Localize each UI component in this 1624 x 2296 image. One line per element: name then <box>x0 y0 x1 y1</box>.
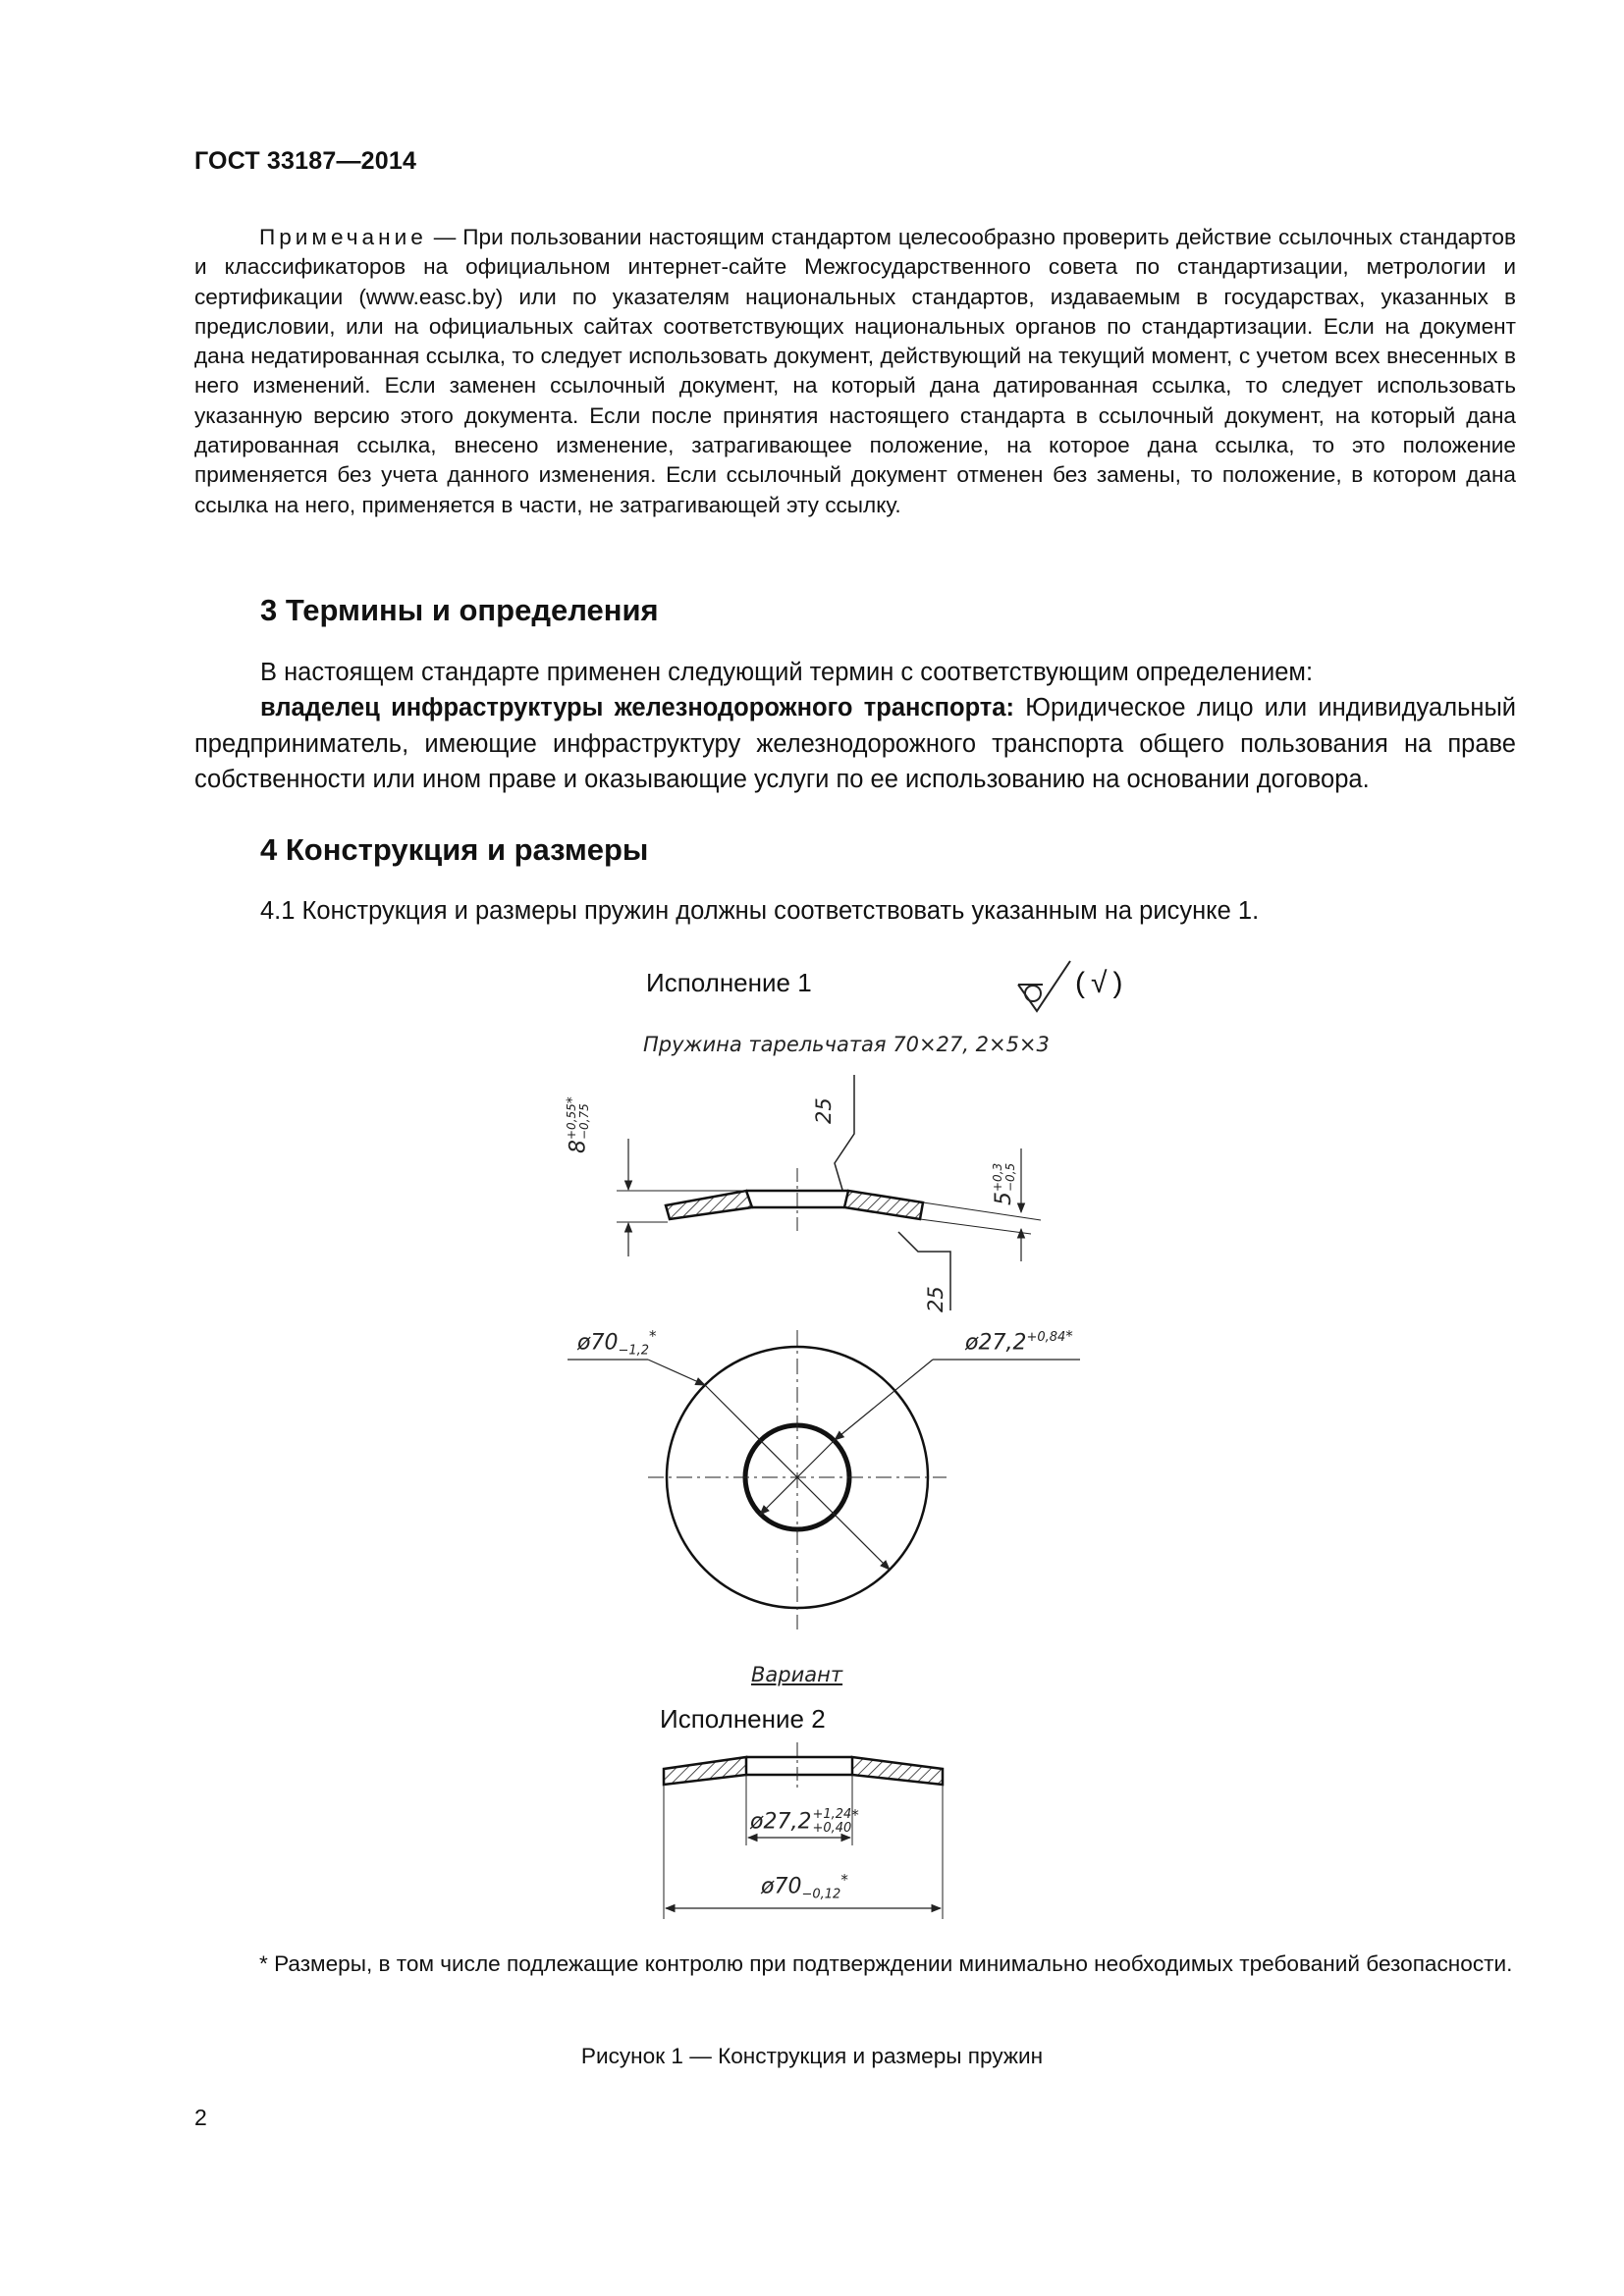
thickness-base: 5 <box>992 1192 1016 1205</box>
v2-outer-value: ø70 <box>761 1874 802 1899</box>
v2-outer-star: * <box>840 1871 848 1889</box>
figure-footnote: * Размеры, в том числе подлежащие контролю при подтверждении минимально необходимых требований безопасности. <box>259 1951 1513 1976</box>
roughness-symbol-icon <box>1018 961 1070 1011</box>
variant-2-label: Исполнение 2 <box>660 1704 826 1734</box>
note-text: — При пользовании настоящим стандартом целесообразно проверить действие ссылочных стандартов и классификаторов на официальном интернет-сайте Межгосударственного совета по стандартизации, метрологии и сертификации (www.easc.by) или по указателям национальных стандартов, издаваемым в государствах, указанных в предисловии, или на официальных сайтах соответствующих национальных органов по стандартизации. Если на документ дана недатированная ссылка, то следует использовать документ, действующий на текущий момент, с учетом всех внесенных в него изменений. Если заменен ссылочный документ, на который дана датированная ссылка, то следует использовать указанную версию этого документа. Если после принятия настоящего стандарта в ссылочный документ, на который дана датированная ссылка, внесено изменение, затрагивающее положение, на которое дана ссылка, то это положение применяется без учета данного изменения. Если ссылочный документ отменен без замены, то положение, в котором дана ссылка на него, применяется в части, не затрагивающей эту ссылку. <box>194 225 1516 517</box>
spring-plan-view <box>568 1330 1080 1629</box>
roughness-general: (√) <box>1075 967 1129 999</box>
section-4-title: 4 Конструкция и размеры <box>260 832 649 867</box>
height-upper: +0,55 <box>565 1103 579 1140</box>
outer-star: * <box>649 1327 657 1345</box>
height-base: 8 <box>566 1140 591 1153</box>
v2-inner-upper: +1,24 <box>812 1807 852 1823</box>
v2-outer-tolerance: −0,12 <box>801 1887 841 1902</box>
v2-inner-lower: +0,40 <box>812 1821 852 1837</box>
definition: Юридическое лицо или индивидуальный предприниматель, имеющие инфраструктуру железнодорожного транспорта общего пользования на праве собственности или ином праве и оказывающие услуги по ее использованию на основании договора. <box>194 694 1517 793</box>
variant-1-label: Исполнение 1 <box>646 968 812 997</box>
variant-word: Вариант <box>751 1663 843 1686</box>
v2-inner-value: ø27,2 <box>750 1809 812 1835</box>
paragraph-4-1: 4.1 Конструкция и размеры пружин должны соответствовать указанным на рисунке 1. <box>260 897 1260 925</box>
height-star: * <box>565 1096 580 1104</box>
inner-star: * <box>1065 1327 1073 1345</box>
figure-caption: Рисунок 1 — Конструкция и размеры пружин <box>580 2044 1044 2068</box>
roughness-top-value: 25 <box>812 1097 836 1124</box>
section-3-intro: В настоящем стандарте применен следующий термин с соответствующим определением: <box>260 659 1314 686</box>
spring-variant-2-view <box>664 1742 943 1919</box>
spring-section-view <box>617 1075 1041 1310</box>
roughness-bottom-value: 25 <box>924 1286 947 1312</box>
section-3-title: 3 Термины и определения <box>260 593 659 627</box>
thickness-upper: +0,3 <box>991 1162 1004 1192</box>
thickness-lower: −0,5 <box>1003 1162 1017 1192</box>
v2-inner-star: * <box>851 1806 859 1824</box>
note-label: Примечание <box>259 225 427 249</box>
inner-diameter-tolerance: +0,84 <box>1026 1330 1066 1345</box>
outer-diameter-tolerance: −1,2 <box>618 1343 650 1359</box>
page-number: 2 <box>194 2105 207 2130</box>
inner-diameter-value: ø27,2 <box>965 1330 1027 1356</box>
height-lower: −0,75 <box>577 1103 592 1140</box>
document-code: ГОСТ 33187—2014 <box>194 147 417 175</box>
designation-text: Пружина тарельчатая 70×27, 2×5×3 <box>643 1033 1050 1056</box>
outer-diameter-value: ø70 <box>577 1330 619 1356</box>
term: владелец инфраструктуры железнодорожного транспорта: <box>260 694 1014 721</box>
